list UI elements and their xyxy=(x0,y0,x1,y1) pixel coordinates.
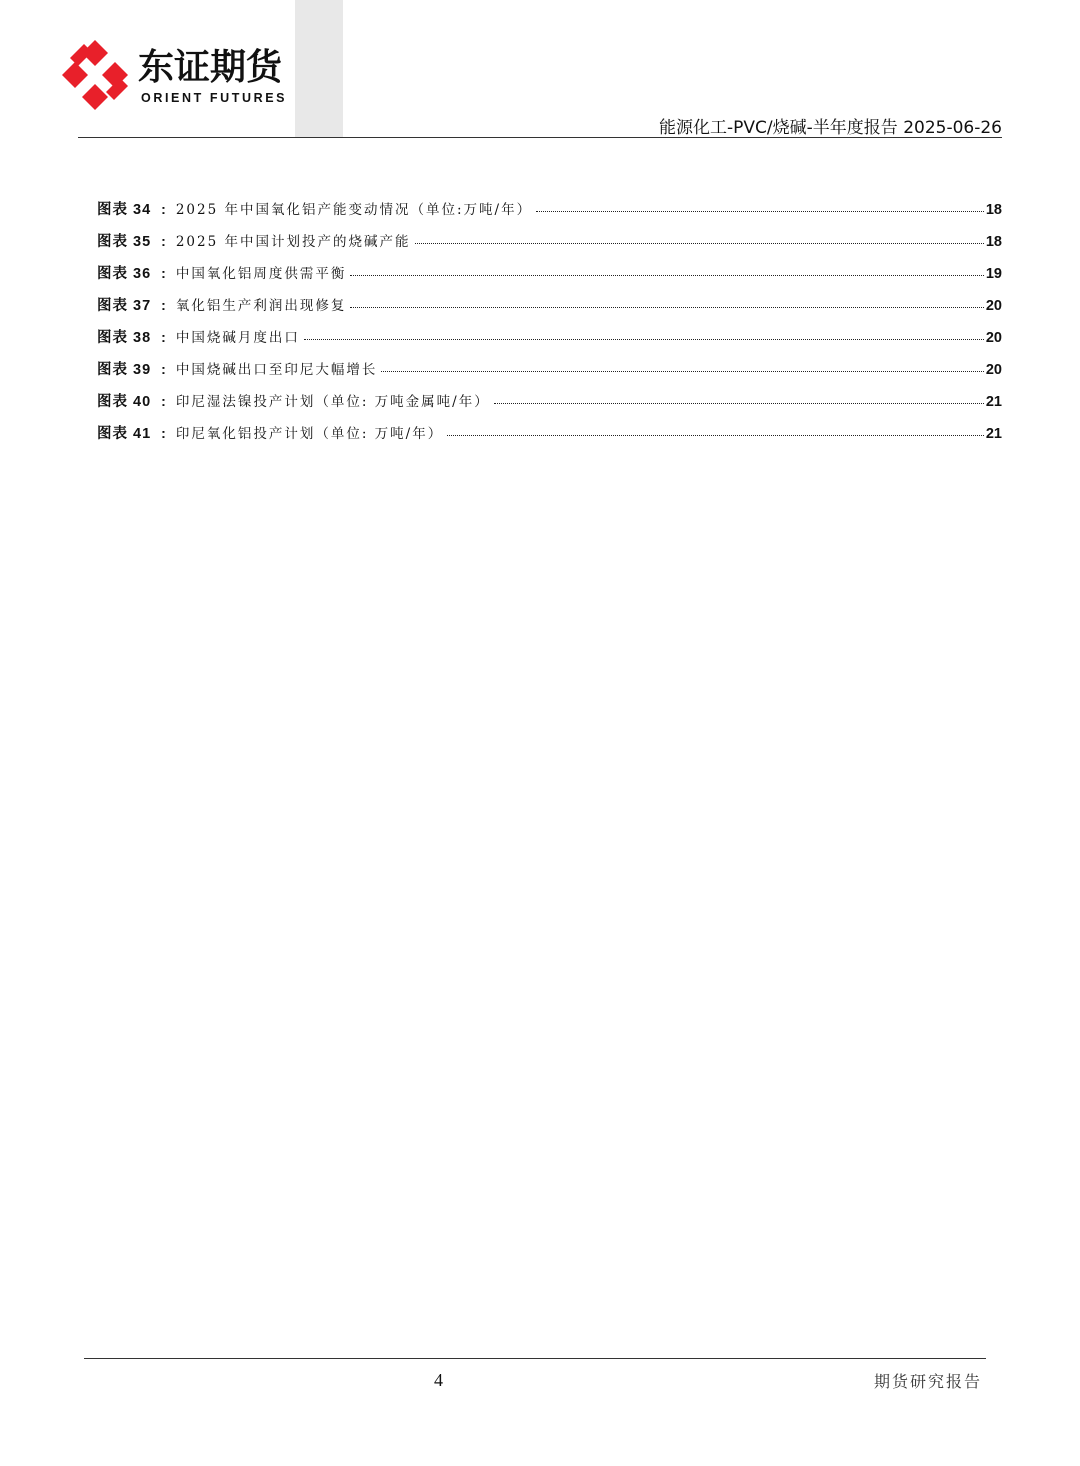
header-gray-strip xyxy=(295,0,343,137)
toc-dot-leader xyxy=(304,339,984,340)
toc-entry-page: 18 xyxy=(985,234,1002,250)
page-number: 4 xyxy=(434,1370,443,1390)
toc-entry[interactable] xyxy=(97,230,1002,262)
toc-dot-leader xyxy=(494,403,984,404)
toc-dot-leader xyxy=(447,435,984,436)
toc-entry-title: 2025 年中国氧化铝产能变动情况（单位:万吨/年） xyxy=(175,202,533,218)
toc-entry-label: 图表 37 xyxy=(97,298,152,314)
toc-entry-label: 图表 40 xyxy=(97,394,152,410)
toc-entry-title: 中国烧碱出口至印尼大幅增长 xyxy=(175,362,378,378)
toc-entry-colon: : xyxy=(161,393,166,409)
toc-entry-page: 20 xyxy=(985,330,1002,346)
toc-entry-page: 19 xyxy=(985,266,1002,282)
toc-entry-label: 图表 39 xyxy=(97,362,152,378)
footer-divider xyxy=(84,1358,986,1359)
toc-entry-colon: : xyxy=(161,425,166,441)
toc-entry[interactable] xyxy=(97,326,1002,358)
toc-dot-leader xyxy=(415,243,984,244)
toc-entry-page: 20 xyxy=(985,362,1002,378)
toc-entry-colon: : xyxy=(161,329,166,345)
table-of-figures xyxy=(97,198,1002,454)
toc-entry-page: 18 xyxy=(985,202,1002,218)
toc-dot-leader xyxy=(536,211,984,212)
toc-entry-title: 印尼氧化铝投产计划（单位: 万吨/年） xyxy=(175,426,444,442)
toc-entry-page: 21 xyxy=(985,394,1002,410)
toc-entry[interactable] xyxy=(97,422,1002,454)
toc-entry-page: 20 xyxy=(985,298,1002,314)
brand-name-en: ORIENT FUTURES xyxy=(141,91,288,105)
toc-entry-title: 中国氧化铝周度供需平衡 xyxy=(175,266,347,282)
toc-entry-colon: : xyxy=(161,265,166,281)
report-title: 能源化工-PVC/烧碱-半年度报告 2025-06-26 xyxy=(659,118,1002,138)
toc-entry-page: 21 xyxy=(985,426,1002,442)
toc-entry[interactable] xyxy=(97,198,1002,230)
toc-entry-label: 图表 36 xyxy=(97,266,152,282)
toc-entry[interactable] xyxy=(97,294,1002,326)
footer-label: 期货研究报告 xyxy=(873,1372,982,1391)
toc-dot-leader xyxy=(381,371,984,372)
toc-entry-label: 图表 38 xyxy=(97,330,152,346)
toc-entry[interactable] xyxy=(97,358,1002,390)
toc-entry-title: 中国烧碱月度出口 xyxy=(175,330,300,346)
toc-entry-label: 图表 35 xyxy=(97,234,152,250)
toc-dot-leader xyxy=(350,307,984,308)
company-logo xyxy=(62,40,292,112)
toc-entry-title: 印尼湿法镍投产计划（单位: 万吨金属吨/年） xyxy=(175,394,490,410)
toc-entry-title: 氧化铝生产利润出现修复 xyxy=(175,298,347,314)
toc-entry-colon: : xyxy=(161,297,166,313)
toc-entry-label: 图表 41 xyxy=(97,426,152,442)
toc-entry[interactable] xyxy=(97,390,1002,422)
toc-dot-leader xyxy=(350,275,984,276)
header-divider xyxy=(78,137,1002,138)
toc-entry-colon: : xyxy=(161,201,166,217)
brand-name-cn: 东证期货 xyxy=(138,47,283,88)
toc-entry-colon: : xyxy=(161,361,166,377)
toc-entry-colon: : xyxy=(161,233,166,249)
toc-entry-title: 2025 年中国计划投产的烧碱产能 xyxy=(175,234,411,250)
orient-futures-logo-icon xyxy=(62,40,128,110)
toc-entry[interactable] xyxy=(97,262,1002,294)
toc-entry-label: 图表 34 xyxy=(97,202,152,218)
